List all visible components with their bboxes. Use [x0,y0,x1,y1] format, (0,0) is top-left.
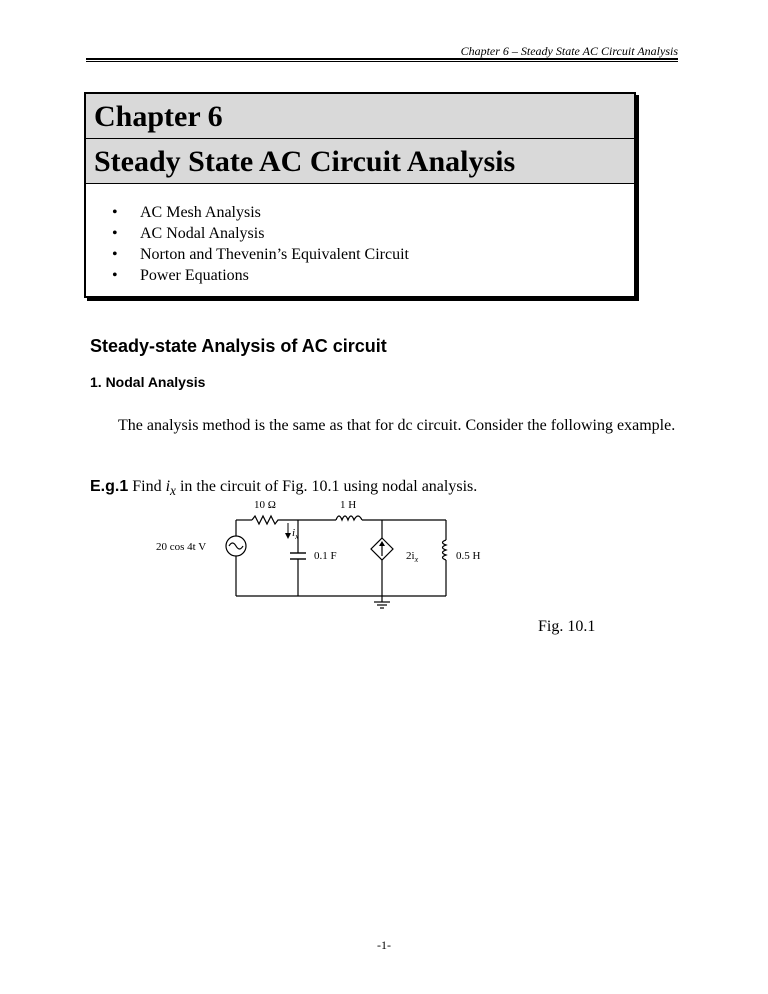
current-label: $i_x$ [292,527,299,541]
header-rule [86,58,678,60]
ac-source-symbol [226,536,246,556]
topic-item: • Norton and Thevenin’s Equivalent Circuit [112,244,634,265]
page-number: -1- [377,938,391,952]
example-text-before: Find [128,478,166,495]
example-variable: i [165,478,171,495]
ground-symbol [374,602,390,608]
example-variable-sub: x [170,483,176,499]
subsection-heading: 1. Nodal Analysis [90,374,206,390]
capacitor-label: 0.1 F [314,550,337,562]
topic-list [86,184,634,286]
current-arrow [285,523,291,539]
chapter-number: Chapter 6 [86,94,634,139]
section-heading: Steady-state Analysis of AC circuit [90,336,387,356]
circuit-diagram [156,496,481,616]
dependent-source-label: $2i_x$ [406,550,419,564]
chapter-title-band [86,94,634,184]
resistor-symbol [252,516,280,524]
inductor-2-label: 0.5 H [456,550,481,562]
example-text-after: in the circuit of Fig. 10.1 using nodal analysis. [175,478,478,495]
inductor-symbol [336,516,362,520]
body-paragraph: The analysis method is the same as that for dc circuit. Consider the following example. [118,417,676,434]
resistor-label: 10 Ω [254,499,276,511]
topic-item: • AC Nodal Analysis [112,223,634,244]
running-header: Chapter 6 – Steady State AC Circuit Analysis [460,44,678,58]
inductor-symbol-2 [443,540,447,560]
source-label: 20 cos 4t V [156,541,207,553]
header-rule-thin [86,61,678,62]
chapter-title: Steady State AC Circuit Analysis [94,145,516,178]
dependent-source-symbol [371,538,393,560]
topic-item: • Power Equations [112,265,634,286]
inductor-label: 1 H [340,499,357,511]
example-label: E.g.1 [90,478,129,495]
chapter-box [84,92,636,298]
capacitor-symbol [290,553,306,559]
topic-item: • AC Mesh Analysis [112,202,634,223]
figure-caption: Fig. 10.1 [538,618,596,635]
